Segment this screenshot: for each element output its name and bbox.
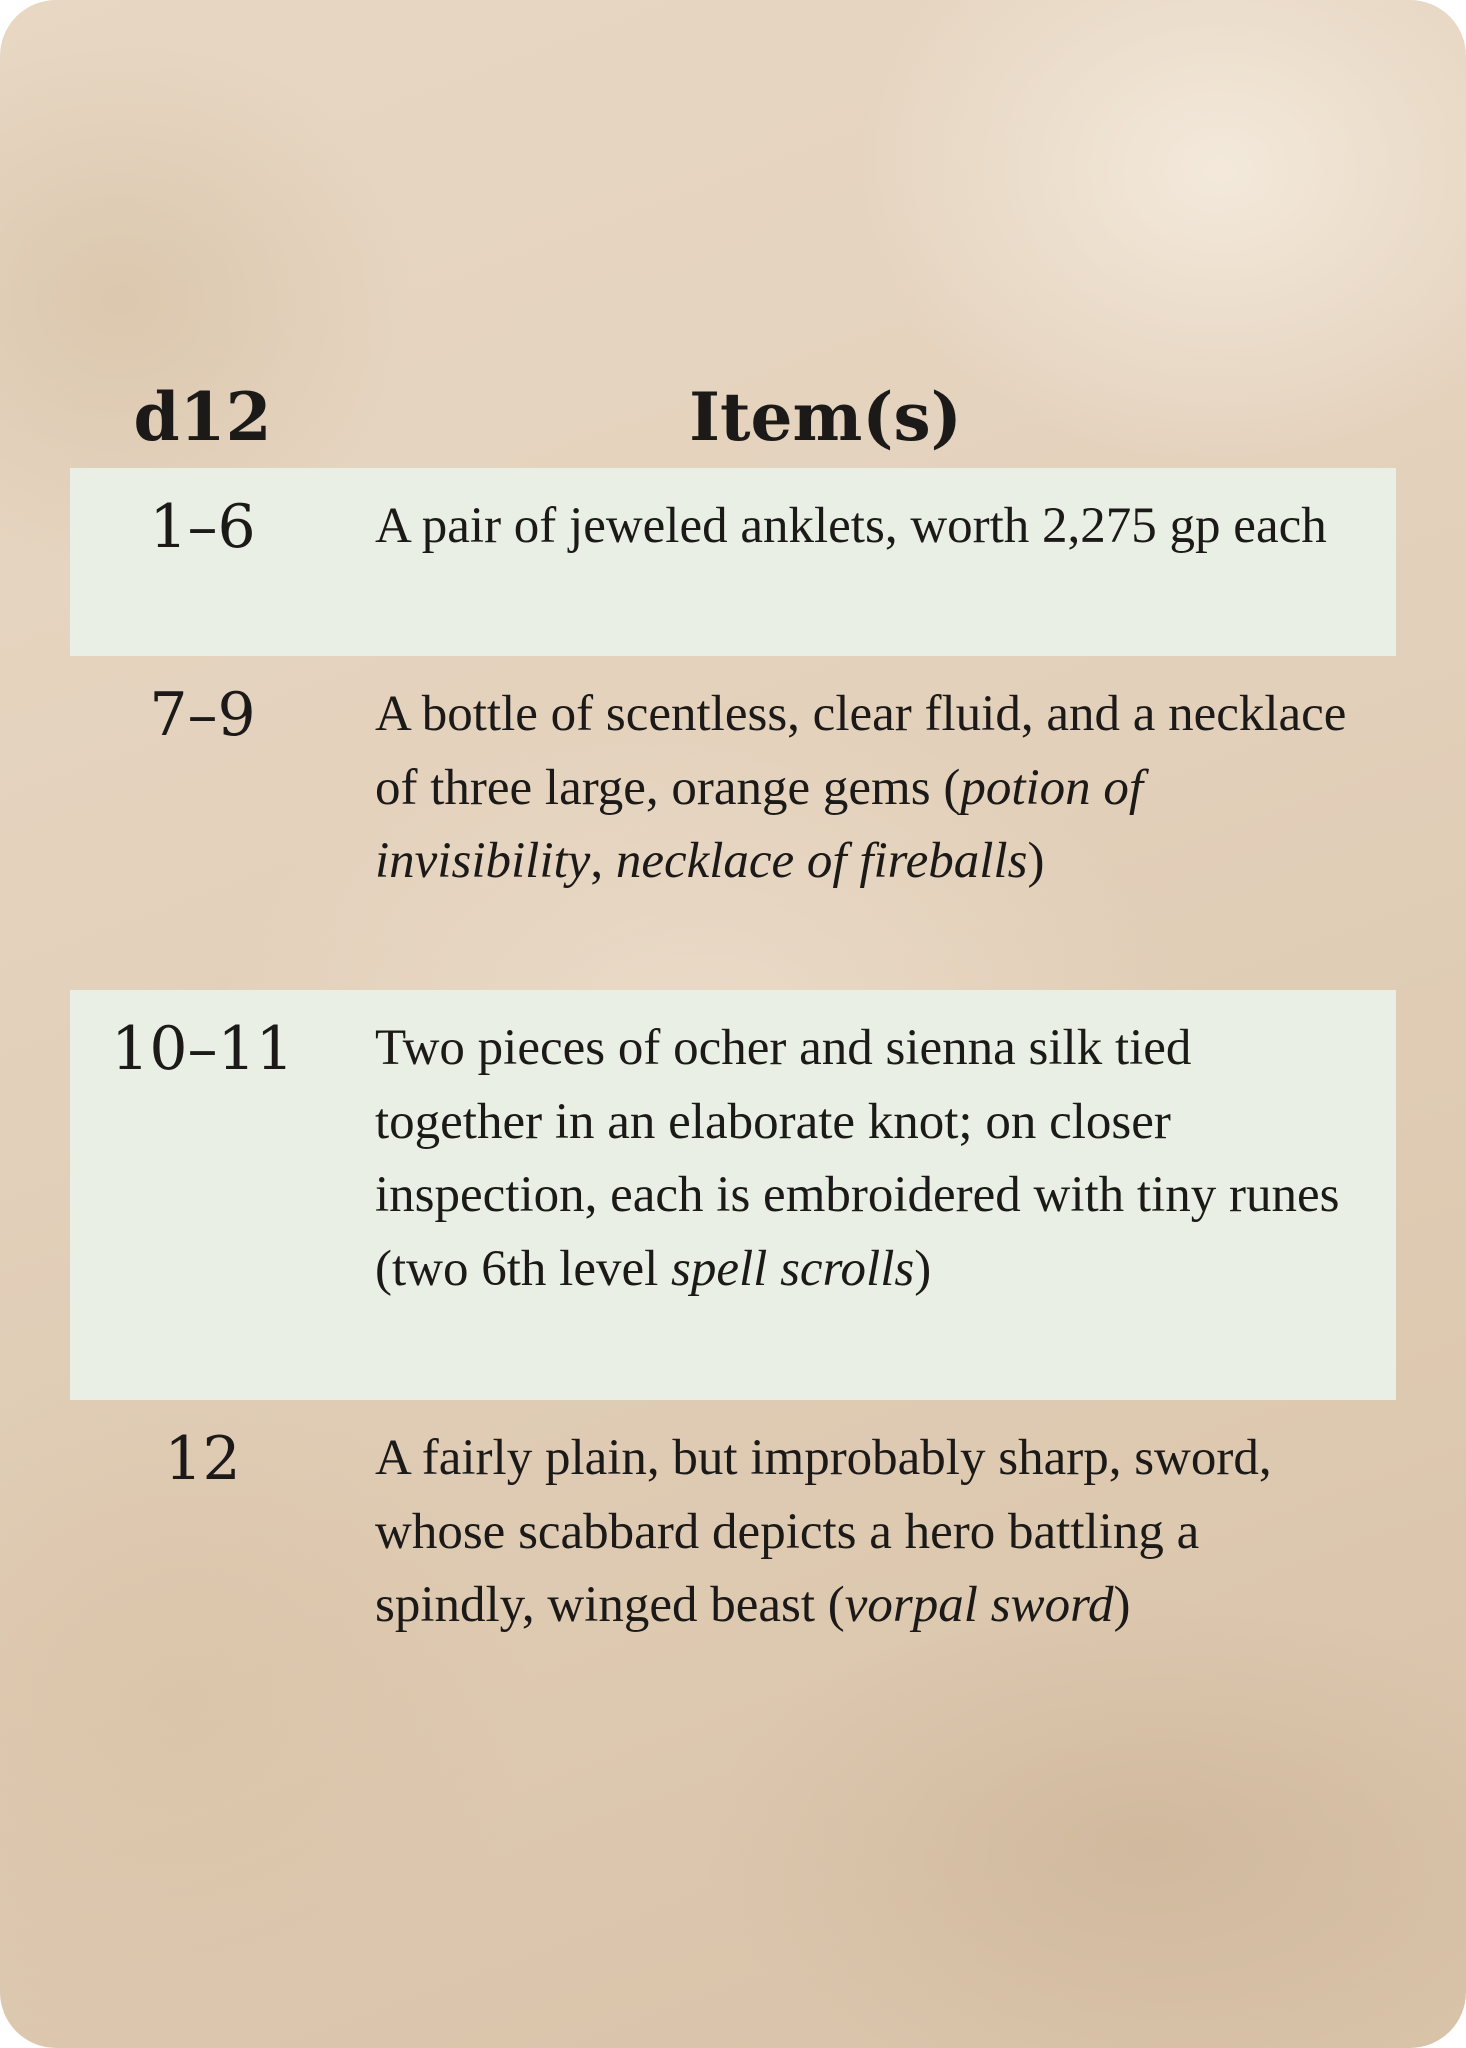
row-item-italic-2: necklace of fireballs [615, 833, 1028, 889]
table-row [70, 1400, 1396, 1710]
table-header [70, 350, 1396, 456]
row-item-italic: spell scrolls [671, 1240, 915, 1297]
table-row [70, 468, 1396, 656]
row-roll: 1–6 [149, 492, 256, 562]
row-roll: 10–11 [111, 1014, 294, 1084]
row-item [335, 1012, 1366, 1306]
row-item-after: ) [1113, 1577, 1131, 1633]
row-item [335, 678, 1366, 899]
header-roll: d12 [133, 378, 272, 456]
row-item-after: ) [914, 1240, 932, 1297]
row-item-mid: , [590, 833, 616, 889]
table-row [70, 990, 1396, 1400]
row-item [335, 1422, 1366, 1643]
table-row [70, 656, 1396, 990]
row-item [335, 490, 1366, 564]
row-roll: 7–9 [149, 680, 256, 750]
row-item-text: Two pieces of ocher and sienna silk tied together in an elaborate knot; on closer inspection, each is embroidered with tiny runes (two 6th level [375, 1020, 1340, 1297]
row-item-text: A fairly plain, but improbably sharp, sword, whose scabbard depicts a hero battling a spindly, winged beast ( [375, 1430, 1272, 1633]
row-roll: 12 [164, 1424, 241, 1494]
row-item-italic: vorpal sword [844, 1577, 1114, 1633]
row-item-text: A pair of jeweled anklets, worth 2,275 gp each [375, 498, 1327, 554]
row-item-italic: potion of invisibility [375, 759, 1144, 889]
row-item-text: A bottle of scentless, clear fluid, and a necklace of three large, orange gems ( [375, 686, 1347, 816]
d12-item-table [70, 350, 1396, 1710]
header-item: Item(s) [689, 378, 962, 456]
row-item-after: ) [1027, 833, 1045, 889]
